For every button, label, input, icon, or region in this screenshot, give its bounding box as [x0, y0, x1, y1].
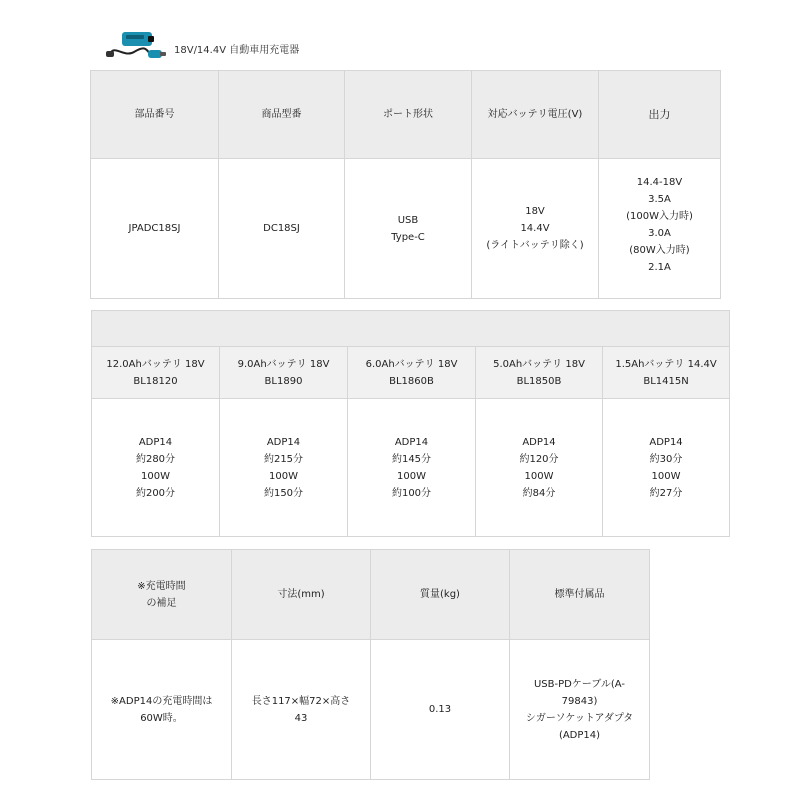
- charge-line: ADP14: [266, 436, 301, 448]
- output-line: (80W入力時): [629, 244, 690, 256]
- charge-cell: [348, 399, 476, 537]
- cell-charge-note: [92, 640, 232, 780]
- battery-header: [476, 347, 603, 399]
- battery-name: 12.0Ahバッテリ 18V: [106, 358, 205, 370]
- header-line: ※充電時間: [137, 580, 186, 592]
- spec-header-row: [91, 71, 721, 159]
- charge-line: ADP14: [394, 436, 429, 448]
- charge-cell: [220, 399, 348, 537]
- charge-line: 約215分: [263, 453, 304, 465]
- dimension-line: 43: [294, 712, 308, 724]
- accessory-line: 79843): [561, 695, 598, 707]
- cell-voltage: [472, 159, 599, 299]
- battery-header: [603, 347, 730, 399]
- battery-model: BL1850B: [516, 375, 562, 387]
- battery-header: [348, 347, 476, 399]
- charge-line: ADP14: [649, 436, 683, 448]
- charge-line: 約120分: [519, 453, 559, 465]
- charge-line: 約145分: [391, 453, 432, 465]
- header-port: ポート形状: [345, 71, 472, 159]
- accessory-line: (ADP14): [558, 729, 601, 741]
- charge-cell: [476, 399, 603, 537]
- charge-line: 100W: [397, 470, 426, 482]
- charge-line: 約30分: [649, 453, 683, 465]
- header-charge-note: [92, 550, 232, 640]
- battery-model: BL18120: [133, 375, 178, 387]
- cell-dimensions: [232, 640, 371, 780]
- note-line: 60W時。: [140, 712, 183, 724]
- header-weight: 質量(kg): [371, 550, 510, 640]
- output-line: 3.5A: [648, 193, 671, 205]
- header-voltage: 対応バッテリ電圧(V): [472, 71, 599, 159]
- cell-weight: 0.13: [371, 640, 510, 780]
- output-line: (100W入力時): [626, 210, 693, 222]
- charge-line: 約84分: [522, 487, 556, 499]
- cell-part-number: JPADC18SJ: [91, 159, 219, 299]
- output-line: 3.0A: [648, 227, 671, 239]
- output-line: 14.4-18V: [636, 176, 683, 188]
- battery-model: BL1860B: [389, 375, 434, 387]
- charge-time-table: [91, 310, 730, 537]
- header-line: の補足: [146, 597, 177, 609]
- car-charger-product-image: [104, 30, 168, 64]
- header-dimensions: 寸法(mm): [232, 550, 371, 640]
- battery-name: 9.0Ahバッテリ 18V: [237, 358, 330, 370]
- note-line: ※ADP14の充電時間は: [110, 695, 213, 707]
- port-line: USB: [397, 214, 419, 226]
- charge-line: 約100分: [391, 487, 432, 499]
- charge-band-row: [92, 311, 730, 347]
- misc-spec-table: [91, 549, 650, 780]
- battery-name: 1.5Ahバッテリ 14.4V: [615, 358, 717, 370]
- cell-accessories: [510, 640, 650, 780]
- spec-table: [90, 70, 721, 299]
- misc-data-row: [92, 640, 650, 780]
- battery-header-row: [92, 347, 730, 399]
- charge-data-row: [92, 399, 730, 537]
- cell-port: [345, 159, 472, 299]
- charge-line: ADP14: [138, 436, 173, 448]
- charge-line: 100W: [269, 470, 298, 482]
- charge-line: 約150分: [263, 487, 304, 499]
- output-line: 2.1A: [648, 261, 671, 273]
- cell-output: [599, 159, 721, 299]
- output-scroll-area[interactable]: [599, 174, 720, 284]
- voltage-line: 14.4V: [520, 223, 550, 234]
- port-line: Type-C: [391, 231, 425, 243]
- charge-line: 100W: [141, 470, 170, 482]
- header-part-number: 部品番号: [91, 71, 219, 159]
- accessory-line: シガーソケットアダプタ: [525, 712, 634, 724]
- misc-header-row: [92, 550, 650, 640]
- header-model-number: 商品型番: [219, 71, 345, 159]
- battery-header: [92, 347, 220, 399]
- battery-name: 6.0Ahバッテリ 18V: [365, 358, 458, 370]
- charge-line: 100W: [651, 470, 681, 482]
- voltage-line: (ライトバッテリ除く): [486, 240, 584, 251]
- dimension-line: 長さ117×幅72×高さ: [251, 695, 351, 707]
- header-accessories: 標準付属品: [510, 550, 650, 640]
- charge-line: 約200分: [135, 487, 176, 499]
- charge-cell: [603, 399, 730, 537]
- battery-header: [220, 347, 348, 399]
- voltage-line: 18V: [525, 206, 545, 217]
- charge-line: ADP14: [522, 436, 556, 448]
- charge-band: [92, 311, 730, 347]
- battery-model: BL1890: [264, 375, 303, 387]
- charge-line: 約27分: [649, 487, 683, 499]
- battery-model: BL1415N: [643, 375, 689, 387]
- spec-data-row: [91, 159, 721, 299]
- charge-cell: [92, 399, 220, 537]
- battery-name: 5.0Ahバッテリ 18V: [493, 358, 585, 370]
- charge-line: 100W: [524, 470, 554, 482]
- header-output: 出力: [599, 71, 721, 159]
- charge-line: 約280分: [135, 453, 176, 465]
- accessory-line: USB-PDケーブル(A-: [533, 678, 626, 690]
- cell-model-number: DC18SJ: [219, 159, 345, 299]
- page-title: 18V/14.4V 自動車用充電器: [174, 45, 300, 56]
